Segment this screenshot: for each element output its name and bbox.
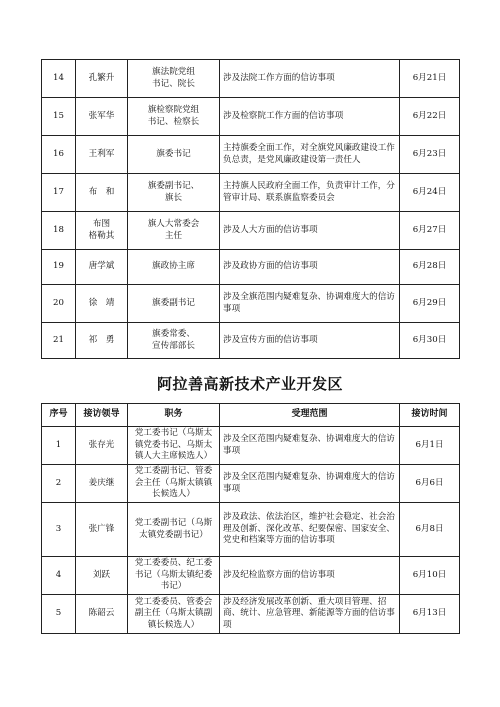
cell-scope: 主持旗人民政府全面工作，负责审计工作，分管审计局、联系旗监察委员会: [220, 174, 400, 212]
cell-name: 王利军: [76, 136, 128, 174]
cell-no: 14: [42, 60, 76, 98]
cell-no: 21: [42, 323, 76, 359]
cell-title: 旗法院党组 书记、院长: [128, 60, 220, 98]
cell-no: 1: [42, 427, 76, 465]
table-row: [42, 595, 460, 634]
reception-schedule-table-continued: [41, 59, 460, 359]
cell-name: 张存光: [76, 427, 128, 465]
cell-no: 5: [42, 595, 76, 634]
cell-no: 18: [42, 212, 76, 250]
table-row: [42, 136, 460, 174]
cell-title: 旗政协主席: [128, 250, 220, 285]
cell-name: 祁 勇: [76, 323, 128, 359]
cell-name: 姜庆继: [76, 465, 128, 503]
cell-title: 旗检察院党组 书记、检察长: [128, 98, 220, 136]
header-date: 接访时间: [400, 404, 460, 427]
cell-name: 陈韶云: [76, 595, 128, 634]
cell-name: 唐学斌: [76, 250, 128, 285]
table-row: [42, 557, 460, 595]
cell-scope: 涉及经济发展改革创新、重大项目管理、招商、统计、应急管理、新能源等方面的信访事项: [220, 595, 400, 634]
header-no: 序号: [42, 404, 76, 427]
header-name: 接访领导: [76, 404, 128, 427]
cell-date: 6月22日: [400, 98, 460, 136]
cell-title: 旗人大常委会 主任: [128, 212, 220, 250]
table-row: [42, 250, 460, 285]
cell-title: 旗委副书记: [128, 285, 220, 323]
cell-scope: 主持旗委全面工作，对全旗党风廉政建设工作负总责，是党风廉政建设第一责任人: [220, 136, 400, 174]
high-tech-zone-schedule-table: [41, 403, 460, 634]
cell-date: 6月28日: [400, 250, 460, 285]
table-body: [42, 60, 460, 359]
cell-date: 6月21日: [400, 60, 460, 98]
header-row: [42, 404, 460, 427]
cell-no: 3: [42, 503, 76, 557]
cell-title: 党工委副书记（乌斯太镇党委副书记）: [128, 503, 220, 557]
cell-date: 6月10日: [400, 557, 460, 595]
cell-no: 16: [42, 136, 76, 174]
cell-date: 6月1日: [400, 427, 460, 465]
cell-title: 党工委委员、管委会副主任（乌斯太镇副镇长候选人）: [128, 595, 220, 634]
table-row: [42, 98, 460, 136]
table-row: [42, 285, 460, 323]
section-title: 阿拉善高新技术产业开发区: [156, 375, 343, 393]
table-row: [42, 323, 460, 359]
cell-date: 6月27日: [400, 212, 460, 250]
header-title: 职务: [128, 404, 220, 427]
cell-no: 15: [42, 98, 76, 136]
cell-scope: 涉及宣传方面的信访事项: [220, 323, 400, 359]
cell-no: 19: [42, 250, 76, 285]
table-row: [42, 427, 460, 465]
cell-title: 旗委书记: [128, 136, 220, 174]
cell-name: 刘跃: [76, 557, 128, 595]
header-scope: 受理范围: [220, 404, 400, 427]
cell-date: 6月6日: [400, 465, 460, 503]
cell-scope: 涉及全区范围内疑难复杂、协调难度大的信访事项: [220, 465, 400, 503]
cell-scope: 涉及检察院工作方面的信访事项: [220, 98, 400, 136]
cell-title: 党工委委员、纪工委书记（乌斯太镇纪委书记）: [128, 557, 220, 595]
cell-name: 孔繁升: [76, 60, 128, 98]
cell-name: 张军华: [76, 98, 128, 136]
cell-scope: 涉及全区范围内疑难复杂、协调难度大的信访事项: [220, 427, 400, 465]
cell-date: 6月8日: [400, 503, 460, 557]
cell-scope: 涉及人大方面的信访事项: [220, 212, 400, 250]
cell-date: 6月13日: [400, 595, 460, 634]
cell-no: 17: [42, 174, 76, 212]
table-body: [42, 427, 460, 634]
table-row: [42, 60, 460, 98]
cell-date: 6月30日: [400, 323, 460, 359]
cell-name: 徐 靖: [76, 285, 128, 323]
table-row: [42, 503, 460, 557]
cell-title: 旗委常委、 宣传部部长: [128, 323, 220, 359]
cell-title: 党工委书记（乌斯太镇党委书记、乌斯太镇人大主席候选人）: [128, 427, 220, 465]
table-row: [42, 174, 460, 212]
cell-scope: 涉及政协方面的信访事项: [220, 250, 400, 285]
cell-no: 20: [42, 285, 76, 323]
cell-scope: 涉及政法、依法治区，维护社会稳定、社会治理及创新、深化改革、纪要保密、国家安全、党史和档案等方面的信访事项: [220, 503, 400, 557]
cell-date: 6月23日: [400, 136, 460, 174]
cell-no: 4: [42, 557, 76, 595]
cell-scope: 涉及纪检监察方面的信访事项: [220, 557, 400, 595]
cell-title: 旗委副书记、 旗长: [128, 174, 220, 212]
cell-date: 6月24日: [400, 174, 460, 212]
cell-name: 张广锋: [76, 503, 128, 557]
cell-date: 6月29日: [400, 285, 460, 323]
cell-name: 布 和: [76, 174, 128, 212]
table-row: [42, 212, 460, 250]
cell-scope: 涉及法院工作方面的信访事项: [220, 60, 400, 98]
cell-title: 党工委副书记、管委会主任（乌斯太镇镇长候选人）: [128, 465, 220, 503]
cell-name: 布图 格勒其: [76, 212, 128, 250]
table-row: [42, 465, 460, 503]
cell-scope: 涉及全旗范围内疑难复杂、协调难度大的信访事项: [220, 285, 400, 323]
cell-no: 2: [42, 465, 76, 503]
